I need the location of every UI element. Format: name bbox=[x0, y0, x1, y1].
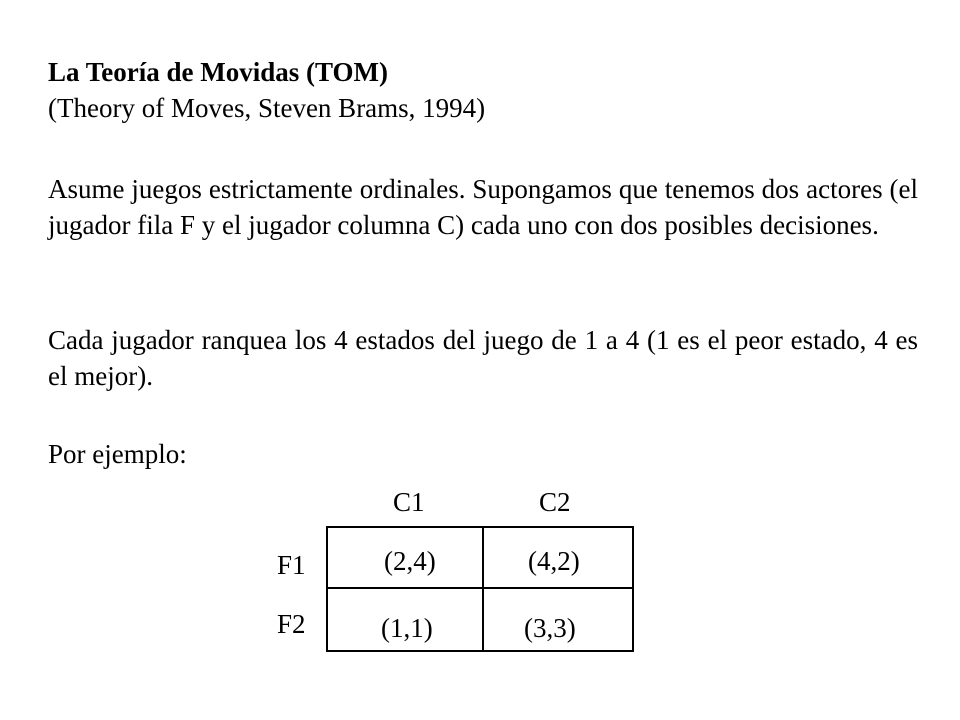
matrix-cell-f2-c1: (1,1) bbox=[381, 613, 433, 643]
slide-title: La Teoría de Movidas (TOM) bbox=[48, 57, 389, 87]
example-label: Por ejemplo: bbox=[48, 439, 187, 469]
column-header-c1: C1 bbox=[393, 487, 425, 517]
matrix-divider-vertical bbox=[482, 526, 484, 652]
matrix-cell-f1-c2: (4,2) bbox=[528, 546, 580, 576]
paragraph-ordinal-games: Asume juegos estrictamente ordinales. Supongamos que tenemos dos actores (el jugador fila F y el jugador columna C) cada uno con dos posibles decisiones. bbox=[48, 174, 918, 240]
paragraph-ranking: Cada jugador ranquea los 4 estados del juego de 1 a 4 (1 es el peor estado, 4 es el mejor). bbox=[48, 325, 918, 391]
matrix-border bbox=[326, 526, 634, 652]
column-header-c2: C2 bbox=[539, 487, 571, 517]
slide-subtitle: (Theory of Moves, Steven Brams, 1994) bbox=[48, 93, 486, 123]
row-header-f1: F1 bbox=[277, 550, 306, 580]
matrix-cell-f1-c1: (2,4) bbox=[384, 546, 436, 576]
matrix-cell-f2-c2: (3,3) bbox=[524, 613, 576, 643]
row-header-f2: F2 bbox=[277, 609, 306, 639]
matrix-divider-horizontal bbox=[326, 587, 634, 589]
